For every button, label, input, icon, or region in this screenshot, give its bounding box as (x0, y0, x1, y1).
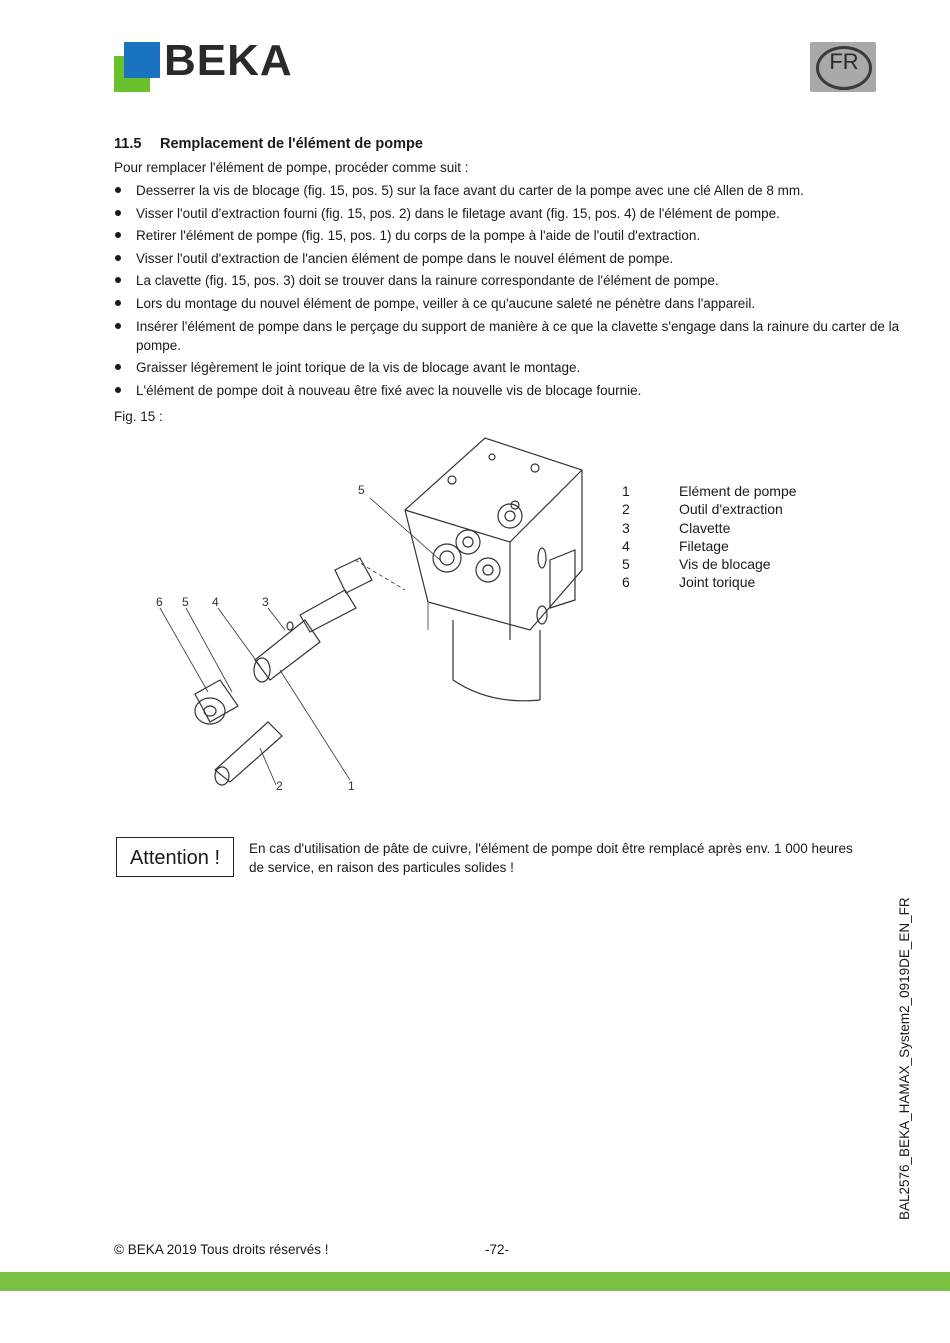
figure-legend (622, 482, 797, 592)
logo-wordmark: BEKA (164, 36, 293, 85)
legend-row (622, 482, 797, 500)
legend-number: 3 (622, 519, 630, 536)
footer-bar (0, 1272, 950, 1291)
step-item: Visser l'outil d'extraction fourni (fig. 15, pos. 2) dans le filetage avant (fig. 15, pos. 4) de l'élément de pompe. (114, 204, 904, 223)
legend-row (622, 519, 797, 537)
legend-text: Joint torique (679, 574, 756, 591)
legend-text: Filetage (679, 537, 729, 554)
legend-text: Clavette (679, 519, 731, 536)
legend-text: Vis de blocage (679, 556, 771, 573)
language-badge-label: FR (816, 46, 872, 90)
legend-number: 1 (622, 483, 630, 499)
step-list (114, 181, 904, 403)
step-item: Desserrer la vis de blocage (fig. 15, pos. 5) sur la face avant du carter de la pompe avec une clé Allen de 8 mm. (114, 181, 904, 200)
callout-3: 3 (262, 595, 269, 609)
attention-text: En cas d'utilisation de pâte de cuivre, l'élément de pompe doit être remplacé après env. 1 000 heures de service, en raison des particules solides ! (249, 841, 853, 875)
document-id: BAL2576_BEKA_HAMAX_System2_0919DE_EN_FR (897, 897, 912, 1220)
callout-1: 1 (348, 779, 355, 793)
callout-4: 4 (212, 595, 219, 609)
step-item: Visser l'outil d'extraction de l'ancien élément de pompe dans le nouvel élément de pompe. (114, 249, 904, 268)
step-item: Graisser légèrement le joint torique de la vis de blocage avant le montage. (114, 358, 904, 377)
legend-number: 2 (622, 501, 630, 518)
step-item: Insérer l'élément de pompe dans le perçage du support de manière à ce que la clavette s'engage dans la rainure du carter de la pompe. (114, 317, 904, 355)
callout-2: 2 (276, 779, 283, 793)
legend-number: 5 (622, 556, 630, 573)
step-item: Lors du montage du nouvel élément de pompe, veiller à ce qu'aucune saleté ne pénètre dans l'appareil. (114, 294, 904, 313)
language-badge (810, 42, 876, 92)
step-item: Retirer l'élément de pompe (fig. 15, pos. 1) du corps de la pompe à l'aide de l'outil d'extraction. (114, 226, 904, 245)
legend-row (622, 555, 797, 573)
section-title: Remplacement de l'élément de pompe (160, 136, 423, 152)
legend-row (622, 500, 797, 518)
beka-logo (114, 36, 329, 94)
figure-label: Fig. 15 : (114, 409, 163, 424)
legend-number: 4 (622, 537, 630, 554)
footer-copyright: © BEKA 2019 Tous droits réservés ! (114, 1242, 329, 1257)
attention-label: Attention ! (116, 837, 234, 877)
section-number: 11.5 (114, 136, 142, 152)
page-number: -72- (485, 1242, 510, 1257)
step-item: La clavette (fig. 15, pos. 3) doit se trouver dans la rainure correspondante de l'élément de pompe. (114, 271, 904, 290)
callout-6: 6 (156, 595, 163, 609)
step-item: L'élément de pompe doit à nouveau être fixé avec la nouvelle vis de blocage fournie. (114, 381, 904, 400)
logo-blue-square (124, 42, 160, 78)
section-intro: Pour remplacer l'élément de pompe, procéder comme suit : (114, 160, 469, 175)
legend-text: Outil d'extraction (679, 501, 783, 518)
pump-element-drawing (140, 430, 620, 805)
legend-row (622, 573, 797, 591)
callout-5-top: 5 (358, 483, 365, 497)
legend-number: 6 (622, 574, 630, 591)
legend-row (622, 537, 797, 555)
callout-5: 5 (182, 595, 189, 609)
section-heading (114, 136, 423, 152)
legend-text: Elément de pompe (679, 483, 797, 499)
